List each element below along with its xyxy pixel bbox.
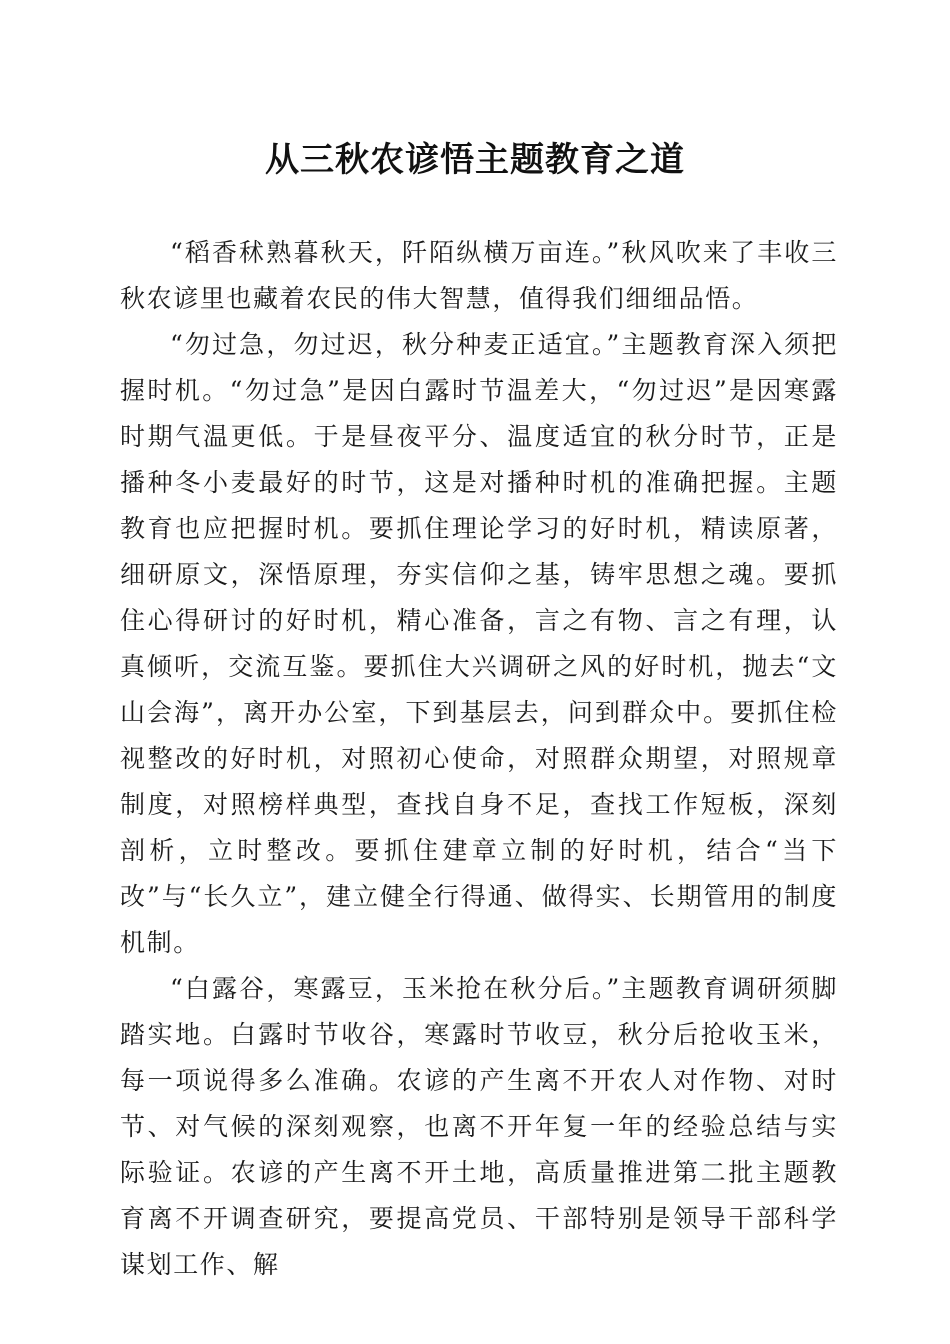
- paragraph-3: “白露谷，寒露豆，玉米抢在秋分后。”主题教育调研须脚踏实地。白露时节收谷，寒露时节收豆，秋分后抢收玉米，每一项说得多么准确。农谚的产生离不开农人对作物、对时节、对气候的深刻观察，也离不开年复一年的经验总结与实际验证。农谚的产生离不开土地，高质量推进第二批主题教育离不开调查研究，要提高党员、干部特别是领导干部科学谋划工作、解: [120, 974, 838, 1279]
- document-title: 从三秋农谚悟主题教育之道: [265, 140, 685, 180]
- paragraph-1: “稻香秫熟暮秋天，阡陌纵横万亩连。”秋风吹来了丰收三秋农谚里也藏着农民的伟大智慧，值得我们细细品悟。: [120, 238, 838, 313]
- paragraph-2: “勿过急，勿过迟，秋分种麦正适宜。”主题教育深入须把握时机。“勿过急”是因白露时节温差大，“勿过迟”是因寒露时期气温更低。于是昼夜平分、温度适宜的秋分时节，正是播种冬小麦最好的时节，这是对播种时机的准确把握。主题教育也应把握时机。要抓住理论学习的好时机，精读原著，细研原文，深悟原理，夯实信仰之基，铸牢思想之魂。要抓住心得研讨的好时机，精心准备，言之有物、言之有理，认真倾听，交流互鉴。要抓住大兴调研之风的好时机，抛去“文山会海”，离开办公室，下到基层去，问到群众中。要抓住检视整改的好时机，对照初心使命，对照群众期望，对照规章制度，对照榜样典型，查找自身不足，查找工作短板，深刻剖析，立时整改。要抓住建章立制的好时机，结合“当下改”与“长久立”，建立健全行得通、做得实、长期管用的制度机制。: [120, 330, 838, 957]
- document-body: [120, 230, 838, 1288]
